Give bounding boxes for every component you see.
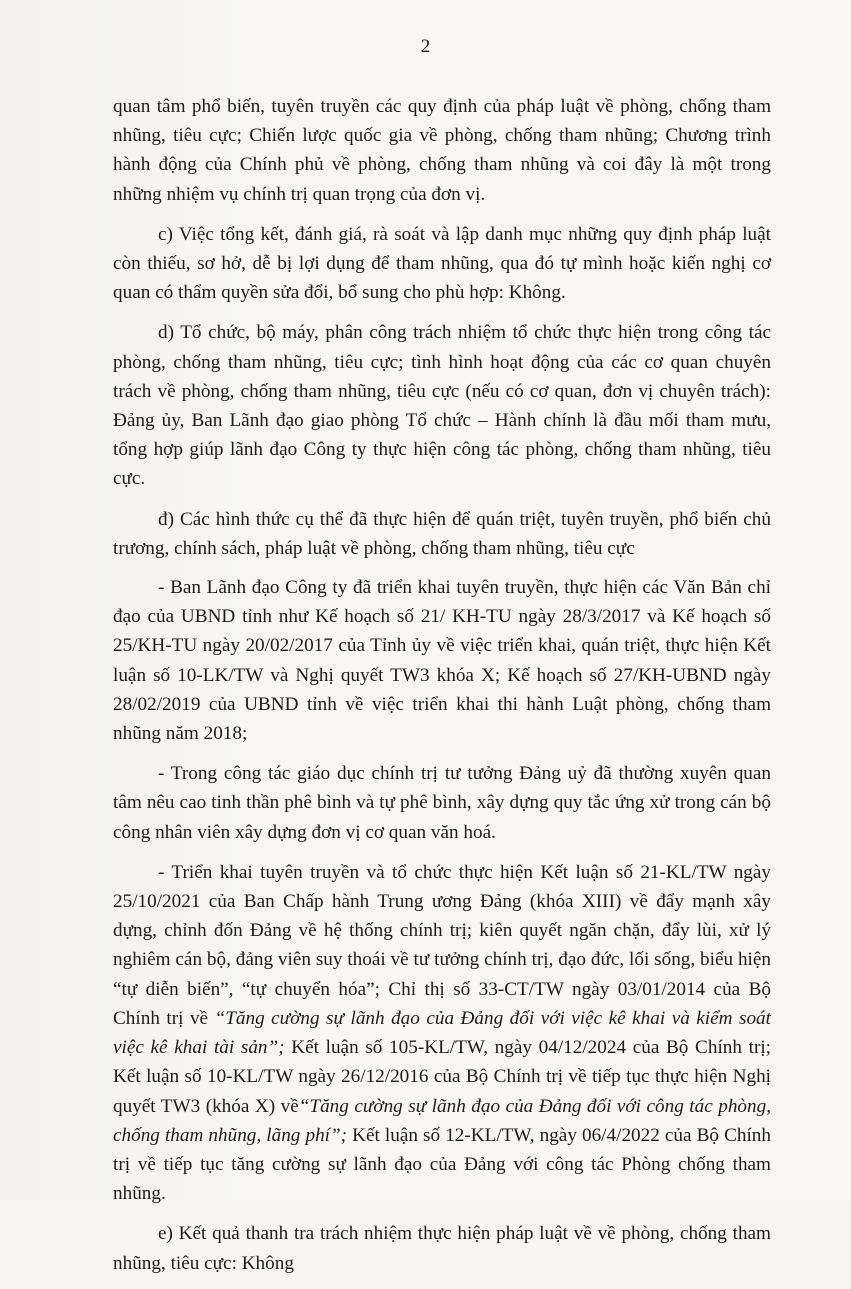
paragraph-c: c) Việc tổng kết, đánh giá, rà soát và lập danh mục những quy định pháp luật còn thiếu, sơ hở, dễ bị lợi dụng để tham nhũng, qua đó tự mình hoặc kiến nghị cơ quan có thẩm quyền sửa đổi, bổ sung cho phù hợp: Không.	[113, 223, 771, 304]
paragraph-bullet-2: - Trong công tác giáo dục chính trị tư tưởng Đảng uỷ đã thường xuyên quan tâm nêu cao tinh thần phê bình và tự phê bình, xây dựng quy tắc ứng xử trong cán bộ công nhân viên xây dựng đơn vị cơ quan văn hoá.	[113, 763, 771, 843]
page-number: 2	[420, 36, 431, 57]
paragraph-bullet-3-part-2: Kết luận số 105-KL/TW, ngày 04/12/2024 của Bộ Chính trị; Kết luận số 10-KL/TW ngày 26/12/2016 của Bộ Chính trị về tiếp tục thực hiện Nghị quyết TW3 (khóa X) về	[113, 1037, 772, 1117]
paragraph-e: e) Kết quả thanh tra trách nhiệm thực hiện pháp luật về về phòng, chống tham nhũng, tiêu cực: Không	[113, 1223, 771, 1274]
paragraph-bullet-3-italic-2: “Tăng cường sự lãnh đạo của Đảng đối với công tác phòng, chống tham nhũng, lãng phí”;	[113, 1095, 771, 1146]
paragraph-bullet-3-part-1: - Triển khai tuyên truyền và tổ chức thực hiện Kết luận số 21-KL/TW ngày 25/10/2021 của Ban Chấp hành Trung ương Đảng (khóa XIII) về đẩy mạnh xây dựng, chỉnh đốn Đảng về hệ thống chính trị; kiên quyết ngăn chặn, đẩy lùi, xử lý nghiêm cán bộ, đảng viên suy thoái về tư tưởng chính trị, đạo đức, lối sống, biểu hiện “tự diễn biến”, “tự chuyển hóa”; Chỉ thị số 33-CT/TW ngày 03/01/2014 của Bộ Chính trị về	[113, 861, 771, 1029]
paragraph-bullet-3	[113, 858, 771, 1208]
paragraph-dd: đ) Các hình thức cụ thể đã thực hiện để quán triệt, tuyên truyền, phổ biến chủ trương, chính sách, pháp luật về phòng, chống tham nhũng, tiêu cực	[113, 508, 771, 559]
paragraph-bullet-1: - Ban Lãnh đạo Công ty đã triển khai tuyên truyền, thực hiện các Văn Bản chỉ đạo của UBND tỉnh như Kế hoạch số 21/ KH-TU ngày 28/3/2017 và Kế hoạch số 25/KH-TU ngày 20/02/2017 của Tỉnh ủy về việc triển khai, quán triệt, thực hiện Kết luận số 10-LK/TW và Nghị quyết TW3 khóa X; Kế hoạch số 27/KH-UBND ngày 28/02/2019 của UBND tỉnh về việc triển khai thi hành Luật phòng, chống tham nhũng năm 2018;	[113, 577, 771, 745]
document-body	[113, 92, 771, 1289]
paragraph-bullet-3-part-3: Kết luận số 12-KL/TW, ngày 06/4/2022 của Bộ Chính trị về tiếp tục tăng cường sự lãnh đạo của Đảng với công tác Phòng chống tham nhũng.	[113, 1124, 771, 1205]
paragraph-continuation: quan tâm phổ biến, tuyên truyền các quy định của pháp luật về phòng, chống tham nhũng, tiêu cực; Chiến lược quốc gia về phòng, chống tham nhũng; Chương trình hành động của Chính phủ về phòng, chống tham nhũng và coi đây là một trong những nhiệm vụ chính trị quan trọng của đơn vị.	[113, 96, 771, 205]
paragraph-d: d) Tổ chức, bộ máy, phân công trách nhiệm tổ chức thực hiện trong công tác phòng, chống tham nhũng, tiêu cực; tình hình hoạt động của các cơ quan chuyên trách về phòng, chống tham nhũng, tiêu cực (nếu có cơ quan, đơn vị chuyên trách): Đảng ủy, Ban Lãnh đạo giao phòng Tổ chức – Hành chính là đầu mối tham mưu, tổng hợp giúp lãnh đạo Công ty thực hiện công tác phòng, chống tham nhũng, tiêu cực.	[113, 322, 771, 490]
paragraph-bullet-3-italic-1: “Tăng cường sự lãnh đạo của Đảng đối với việc kê khai và kiểm soát việc kê khai tài sản”;	[113, 1007, 771, 1059]
